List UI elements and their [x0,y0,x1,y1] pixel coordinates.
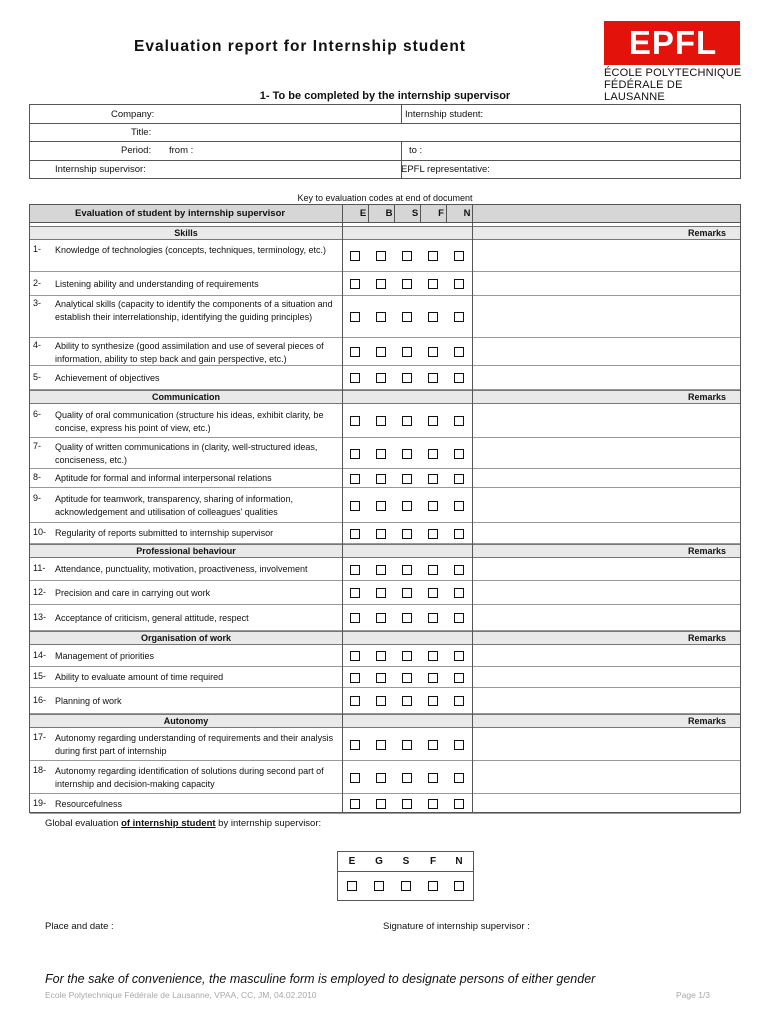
evaluation-header [30,205,740,223]
checkbox-s[interactable] [402,773,412,783]
checkbox-b[interactable] [376,529,386,539]
checkbox-b[interactable] [376,740,386,750]
checkbox-n[interactable] [454,347,464,357]
checkbox-e[interactable] [350,501,360,511]
checkbox-n[interactable] [454,416,464,426]
criterion-row [30,272,740,296]
checkbox-b[interactable] [376,799,386,809]
criterion-row [30,794,740,814]
criterion-number: 18- [33,765,47,775]
checkbox-e[interactable] [350,373,360,383]
global-checkbox-g[interactable] [374,881,384,891]
checkbox-e[interactable] [350,416,360,426]
checkbox-s[interactable] [402,501,412,511]
category-header [30,390,740,404]
epfl-rep-label: EPFL representative: [401,164,490,175]
category-name: Autonomy [163,716,209,726]
category-header [30,631,740,645]
code-f: F [438,208,444,219]
checkbox-n[interactable] [454,529,464,539]
checkbox-f[interactable] [428,474,438,484]
period-label: Period: [121,145,152,156]
checkbox-f[interactable] [428,613,438,623]
checkbox-s[interactable] [402,251,412,261]
criterion-number: 1- [33,244,42,254]
checkbox-b[interactable] [376,565,386,575]
criterion-number: 8- [33,472,42,482]
criterion-number: 14- [33,650,47,660]
global-code-n: N [455,856,463,867]
remarks-label: Remarks [687,392,726,402]
global-code-s: S [402,856,410,867]
criterion-row [30,581,740,605]
code-e: E [359,208,367,219]
checkbox-n[interactable] [454,279,464,289]
criterion-row [30,645,740,667]
logo-line-1: ÉCOLE POLYTECHNIQUE [604,67,742,79]
category-name: Communication [151,392,220,402]
checkbox-b[interactable] [376,588,386,598]
checkbox-b[interactable] [376,696,386,706]
checkbox-b[interactable] [376,416,386,426]
criterion-number: 5- [33,372,42,382]
checkbox-s[interactable] [402,373,412,383]
checkbox-e[interactable] [350,449,360,459]
checkbox-s[interactable] [402,312,412,322]
remarks-label: Remarks [687,633,726,643]
global-checkbox-e[interactable] [347,881,357,891]
checkbox-b[interactable] [376,251,386,261]
criterion-text: Precision and care in carrying out work [55,588,211,598]
checkbox-n[interactable] [454,251,464,261]
criterion-row [30,438,740,469]
checkbox-f[interactable] [428,416,438,426]
checkbox-s[interactable] [402,588,412,598]
checkbox-b[interactable] [376,279,386,289]
criterion-number: 6- [33,409,42,419]
checkbox-e[interactable] [350,347,360,357]
global-checkbox-n[interactable] [454,881,464,891]
section-title: 1- To be completed by the internship supervisor [259,90,511,102]
checkbox-e[interactable] [350,312,360,322]
checkbox-n[interactable] [454,501,464,511]
remarks-label: Remarks [687,546,726,556]
category-header [30,226,740,240]
criterion-text: Regularity of reports submitted to internship supervisor [55,528,274,538]
criterion-row [30,688,740,714]
checkbox-e[interactable] [350,773,360,783]
category-name: Skills [174,228,198,238]
criterion-number: 4- [33,340,42,350]
criterion-number: 15- [33,671,47,681]
checkbox-n[interactable] [454,312,464,322]
criterion-row [30,667,740,688]
global-code-e: E [348,856,356,867]
criterion-text: Management of priorities [55,651,155,661]
checkbox-f[interactable] [428,740,438,750]
checkbox-f[interactable] [428,565,438,575]
criterion-text: Resourcefulness [55,799,123,809]
checkbox-e[interactable] [350,251,360,261]
checkbox-n[interactable] [454,651,464,661]
criterion-number: 12- [33,587,47,597]
page-title: Evaluation report for Internship student [134,38,466,55]
key-note: Key to evaluation codes at end of document [297,193,473,203]
checkbox-b[interactable] [376,373,386,383]
criterion-number: 2- [33,278,42,288]
checkbox-e[interactable] [350,673,360,683]
global-code-g: G [375,856,383,867]
checkbox-e[interactable] [350,279,360,289]
criterion-text: Analytical skills (capacity to identify the components of a situation and establish their interrelationship, identifying the guiding principles) [55,299,333,322]
checkbox-s[interactable] [402,416,412,426]
criterion-text: Quality of oral communication (structure his ideas, exhibit clarity, be concise, express his point of view, etc.) [55,410,324,433]
checkbox-s[interactable] [402,673,412,683]
checkbox-n[interactable] [454,474,464,484]
checkbox-s[interactable] [402,279,412,289]
checkbox-n[interactable] [454,773,464,783]
checkbox-f[interactable] [428,696,438,706]
checkbox-b[interactable] [376,449,386,459]
checkbox-b[interactable] [376,501,386,511]
criterion-row [30,404,740,438]
info-table [29,104,741,179]
criterion-number: 10- [33,527,47,537]
checkbox-e[interactable] [350,613,360,623]
checkbox-e[interactable] [350,588,360,598]
checkbox-s[interactable] [402,613,412,623]
checkbox-e[interactable] [350,565,360,575]
category-header [30,544,740,558]
criterion-row [30,296,740,338]
signature-label: Signature of internship supervisor : [383,921,530,932]
checkbox-e[interactable] [350,799,360,809]
evaluation-header-label: Evaluation of student by internship supervisor [75,208,286,219]
checkbox-e[interactable] [350,651,360,661]
evaluation-table [29,204,741,813]
criterion-text: Autonomy regarding understanding of requirements and their analysis during first part of internship [55,733,334,756]
criterion-row [30,488,740,523]
checkbox-f[interactable] [428,501,438,511]
global-checkbox-f[interactable] [428,881,438,891]
checkbox-n[interactable] [454,449,464,459]
checkbox-f[interactable] [428,251,438,261]
criterion-row [30,761,740,794]
criterion-row [30,558,740,581]
place-date-label: Place and date : [45,921,114,932]
criterion-text: Ability to evaluate amount of time required [55,672,224,682]
criterion-row [30,366,740,390]
company-label: Company: [111,109,155,120]
global-checkbox-s[interactable] [401,881,411,891]
criterion-number: 11- [33,563,46,573]
checkbox-e[interactable] [350,740,360,750]
checkbox-s[interactable] [402,740,412,750]
global-evaluation-label: Global evaluation of internship student by internship supervisor: [45,818,322,829]
criterion-text: Autonomy regarding identification of solutions during second part of internship and decision-making capacity [55,766,324,789]
criterion-row [30,605,740,631]
checkbox-f[interactable] [428,279,438,289]
checkbox-b[interactable] [376,613,386,623]
criterion-number: 19- [33,798,47,808]
criterion-text: Quality of written communications in (clarity, well-structured ideas, conciseness, etc.) [55,442,318,465]
checkbox-b[interactable] [376,773,386,783]
criterion-number: 16- [33,695,47,705]
checkbox-s[interactable] [402,529,412,539]
category-name: Professional behaviour [136,546,236,556]
checkbox-f[interactable] [428,312,438,322]
checkbox-n[interactable] [454,696,464,706]
checkbox-f[interactable] [428,529,438,539]
logo-text: EPFL [628,24,718,61]
checkbox-n[interactable] [454,565,464,575]
checkbox-n[interactable] [454,799,464,809]
checkbox-f[interactable] [428,449,438,459]
checkbox-e[interactable] [350,474,360,484]
checkbox-n[interactable] [454,740,464,750]
checkbox-b[interactable] [376,651,386,661]
checkbox-b[interactable] [376,474,386,484]
criterion-number: 7- [33,441,42,451]
checkbox-s[interactable] [402,799,412,809]
criterion-text: Listening ability and understanding of requirements [55,279,259,289]
criterion-text: Knowledge of technologies (concepts, techniques, terminology, etc.) [55,245,326,255]
criterion-text: Planning of work [55,696,122,706]
criterion-row [30,728,740,761]
intern-label: Internship student: [405,109,484,120]
checkbox-f[interactable] [428,588,438,598]
checkbox-s[interactable] [402,651,412,661]
checkbox-b[interactable] [376,312,386,322]
checkbox-b[interactable] [376,347,386,357]
criterion-text: Acceptance of criticism, general attitude, respect [55,613,249,623]
checkbox-s[interactable] [402,696,412,706]
checkbox-n[interactable] [454,673,464,683]
criterion-row [30,338,740,366]
criterion-number: 17- [33,732,47,742]
checkbox-f[interactable] [428,651,438,661]
checkbox-s[interactable] [402,347,412,357]
category-name: Organisation of work [140,633,231,643]
title-label: Title: [131,127,152,138]
checkbox-f[interactable] [428,773,438,783]
checkbox-s[interactable] [402,565,412,575]
global-evaluation-table [337,851,474,901]
checkbox-s[interactable] [402,474,412,484]
remarks-label: Remarks [687,228,726,238]
to-label: to : [409,145,423,156]
code-n: N [463,208,471,219]
criterion-number: 13- [33,612,47,622]
page-number: Page 1/3 [676,990,711,1000]
criterion-text: Ability to synthesize (good assimilation and use of several pieces of information, ability to step back and gain perspective, etc.) [55,341,324,364]
checkbox-f[interactable] [428,347,438,357]
logo-line-2: FÉDÉRALE DE LAUSANNE [604,79,683,103]
criterion-row [30,523,740,544]
code-s: S [411,208,419,219]
checkbox-n[interactable] [454,613,464,623]
checkbox-s[interactable] [402,449,412,459]
remarks-label: Remarks [687,716,726,726]
checkbox-n[interactable] [454,588,464,598]
supervisor-label: Internship supervisor: [55,164,146,175]
checkbox-f[interactable] [428,373,438,383]
footer-text: Ecole Polytechnique Fédérale de Lausanne, VPAA, CC, JM, 04.02.2010 [45,990,317,1000]
criterion-text: Aptitude for formal and informal interpersonal relations [55,473,272,483]
criterion-row [30,469,740,488]
checkbox-e[interactable] [350,696,360,706]
code-b: B [385,208,393,219]
checkbox-e[interactable] [350,529,360,539]
criterion-text: Aptitude for teamwork, transparency, sharing of information, acknowledgement and utilisation of colleagues’ qualities [55,494,293,517]
checkbox-f[interactable] [428,673,438,683]
criterion-text: Attendance, punctuality, motivation, proactiveness, involvement [55,564,308,574]
criterion-row [30,240,740,272]
checkbox-b[interactable] [376,673,386,683]
global-code-f: F [429,856,437,867]
criterion-number: 9- [33,493,42,503]
criterion-text: Achievement of objectives [55,373,160,383]
convenience-note: For the sake of convenience, the masculine form is employed to designate persons of either gender [45,972,596,986]
category-header [30,714,740,728]
from-label: from : [169,145,194,156]
checkbox-f[interactable] [428,799,438,809]
checkbox-n[interactable] [454,373,464,383]
criterion-number: 3- [33,298,42,308]
